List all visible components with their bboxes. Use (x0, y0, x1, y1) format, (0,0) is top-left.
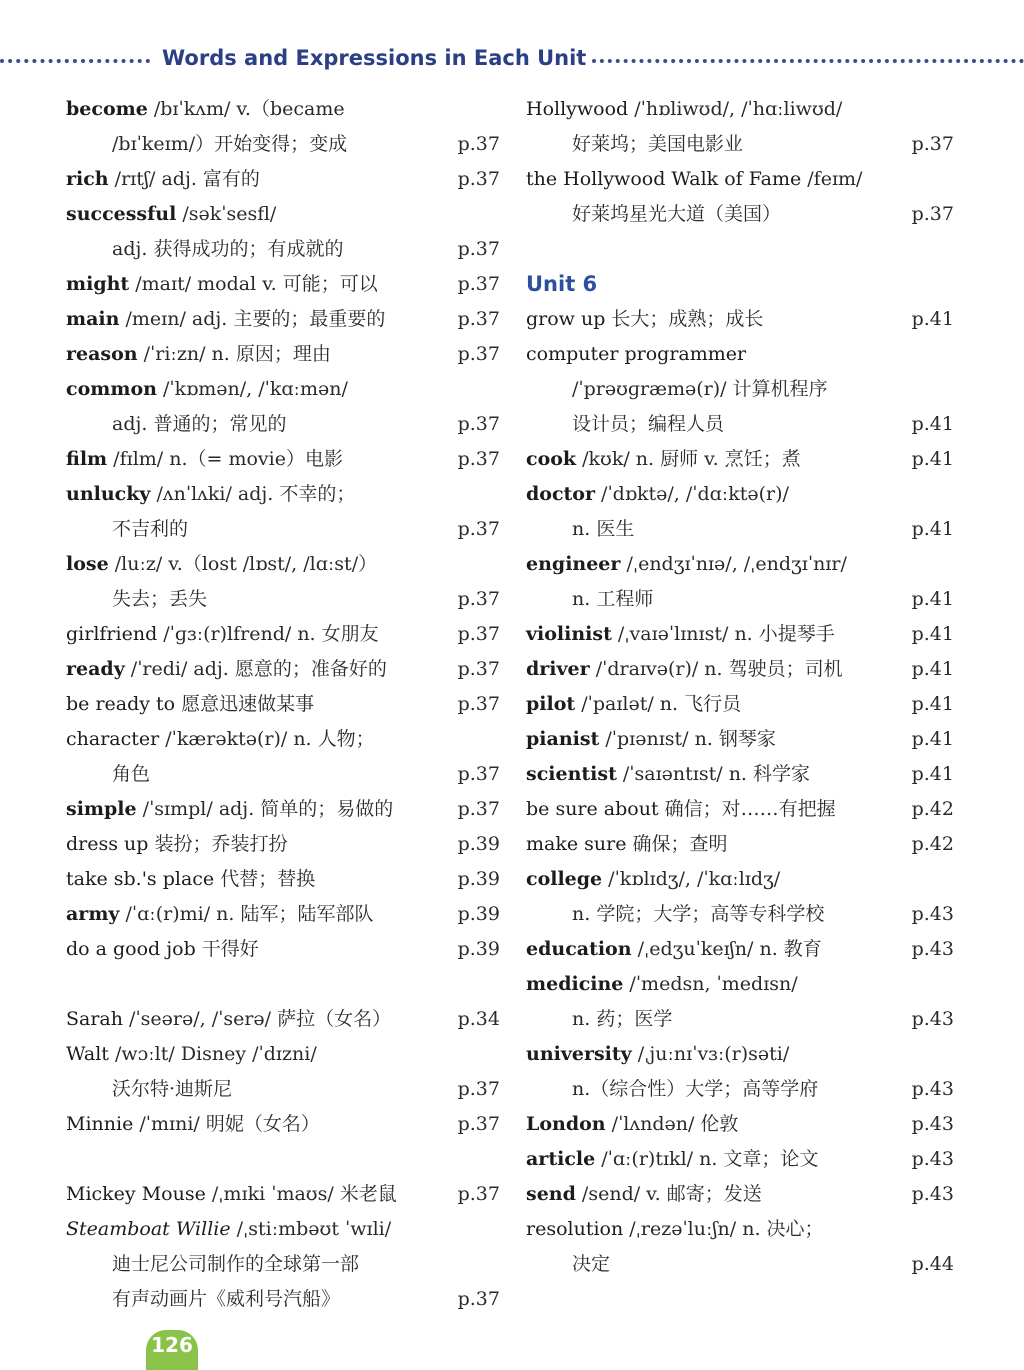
page-reference: p.43 (911, 1148, 954, 1170)
page-reference: p.41 (911, 728, 954, 750)
page-reference: p.43 (911, 1078, 954, 1100)
definition: /wɔːlt/ Disney /ˈdɪzni/ (108, 1043, 317, 1065)
page-reference: p.43 (911, 1183, 954, 1205)
headword: girlfriend (66, 623, 158, 645)
vocab-entry (66, 1212, 500, 1247)
headword: article (526, 1148, 596, 1170)
headword: computer programmer (526, 343, 747, 365)
vocab-entry (66, 897, 500, 932)
headword: violinist (526, 623, 612, 645)
definition: /rɪtʃ/ adj. 富有的 (108, 168, 260, 190)
vocab-entry (66, 1177, 500, 1212)
page-reference: p.43 (911, 903, 954, 925)
definition: 沃尔特·迪斯尼 (112, 1078, 233, 1100)
definition: /ˌedʒuˈkeɪʃn/ n. 教育 (631, 938, 822, 960)
section-header (0, 40, 1024, 80)
headword: unlucky (66, 483, 151, 505)
definition: /ˈkɒmən/, /ˈkɑːmən/ (156, 378, 348, 400)
page-reference: p.37 (457, 308, 500, 330)
page-reference: p.37 (457, 238, 500, 260)
definition: /səkˈsesfl/ (176, 203, 277, 225)
definition: /ʌnˈlʌki/ adj. 不幸的； (150, 483, 356, 505)
page-reference: p.37 (457, 798, 500, 820)
page-reference: p.37 (457, 168, 500, 190)
definition: /ˈkærəktə(r)/ n. 人物； (159, 728, 375, 750)
page-reference: p.37 (457, 623, 500, 645)
headword: be sure about (526, 798, 659, 820)
vocab-entry (526, 967, 954, 1002)
definition: /ˌrezəˈluːʃn/ n. 决心； (623, 1218, 824, 1240)
vocab-entry (526, 1142, 954, 1177)
definition: /ˌjuːnɪˈvɜː(r)səti/ (631, 1043, 790, 1065)
headword: university (526, 1043, 632, 1065)
page-reference: p.37 (457, 133, 500, 155)
definition: /ˈredi/ adj. 愿意的；准备好的 (124, 658, 387, 680)
page-reference: p.41 (911, 413, 954, 435)
headword: take sb.'s place (66, 868, 215, 890)
page-reference: p.39 (457, 938, 500, 960)
vocab-entry (526, 1037, 954, 1072)
page-reference: p.37 (457, 518, 500, 540)
headword: be ready to (66, 693, 176, 715)
vocab-entry (526, 337, 954, 372)
vocab-entry (66, 617, 500, 652)
headword: medicine (526, 973, 624, 995)
definition: /maɪt/ modal v. 可能；可以 (129, 273, 378, 295)
definition: /ˈhɒliwʊd/, /ˈhɑːliwʊd/ (628, 98, 843, 120)
definition: /ˈprəʊɡræmə(r)/ 计算机程序 (572, 378, 828, 400)
vocab-entry (66, 302, 500, 337)
vocab-entry (526, 617, 954, 652)
headword: become (66, 98, 148, 120)
page-reference: p.34 (457, 1008, 500, 1030)
definition: 确信；对……有把握 (658, 798, 836, 820)
spacer (66, 1142, 500, 1177)
page-reference: p.41 (911, 763, 954, 785)
vocab-entry (66, 267, 500, 302)
definition: 好莱坞；美国电影业 (572, 133, 744, 155)
definition: /fɪlm/ n.（= movie）电影 (107, 448, 343, 470)
definition: 不吉利的 (112, 518, 189, 540)
vocab-entry (66, 792, 500, 827)
headword: reason (66, 343, 138, 365)
headword: simple (66, 798, 137, 820)
entry-continuation (66, 1247, 500, 1282)
page-reference: p.39 (457, 868, 500, 890)
definition: n. 工程师 (572, 588, 654, 610)
vocab-entry (526, 722, 954, 757)
headword: lose (66, 553, 109, 575)
entry-continuation (526, 372, 954, 407)
page-reference: p.37 (457, 588, 500, 610)
definition: /bɪˈkeɪm/）开始变得；变成 (112, 133, 348, 155)
page-reference: p.37 (457, 1183, 500, 1205)
headword: ready (66, 658, 125, 680)
definition: /ˈlʌndən/ 伦敦 (605, 1113, 739, 1135)
vocab-entry (526, 827, 954, 862)
headword: successful (66, 203, 177, 225)
spacer (66, 967, 500, 1002)
definition: /ˈpaɪlət/ n. 飞行员 (575, 693, 742, 715)
page-reference: p.43 (911, 1008, 954, 1030)
spacer (526, 232, 954, 267)
vocab-entry (66, 722, 500, 757)
entry-continuation (526, 897, 954, 932)
headword: character (66, 728, 160, 750)
definition: /ˈsɪmpl/ adj. 简单的；易做的 (136, 798, 394, 820)
entry-continuation (66, 512, 500, 547)
entry-continuation (66, 582, 500, 617)
entry-continuation (526, 1072, 954, 1107)
entry-continuation (66, 1282, 500, 1317)
definition: 失去；丢失 (112, 588, 208, 610)
definition: /ˈmedsn, ˈmedɪsn/ (623, 973, 798, 995)
headword: college (526, 868, 603, 890)
definition: 有声动画片《威利号汽船》 (112, 1288, 341, 1310)
vocab-entry (526, 547, 954, 582)
page-reference: p.37 (457, 343, 500, 365)
headword: Mickey Mouse (66, 1183, 206, 1205)
headword: film (66, 448, 108, 470)
definition: /ˈɑː(r)tɪkl/ n. 文章；论文 (595, 1148, 819, 1170)
page-reference: p.37 (457, 1288, 500, 1310)
page-reference: p.43 (911, 1113, 954, 1135)
entry-continuation (526, 582, 954, 617)
definition: /ˈmɪni/ 明妮（女名） (133, 1113, 320, 1135)
definition: n. 医生 (572, 518, 635, 540)
headword: army (66, 903, 120, 925)
definition: /kʊk/ n. 厨师 v. 烹饪；煮 (576, 448, 801, 470)
vocab-entry (526, 932, 954, 967)
page-reference: p.41 (911, 658, 954, 680)
vocab-entry (66, 1037, 500, 1072)
headword: main (66, 308, 120, 330)
page-reference: p.37 (911, 203, 954, 225)
vocab-entry (66, 1107, 500, 1142)
entry-continuation (526, 512, 954, 547)
definition: /ˈkɒlɪdʒ/, /ˈkɑːlɪdʒ/ (602, 868, 781, 890)
page-reference: p.43 (911, 938, 954, 960)
definition: /ˈdraɪvə(r)/ n. 驾驶员；司机 (589, 658, 843, 680)
headword: might (66, 273, 130, 295)
entry-continuation (526, 197, 954, 232)
definition: /ˈriːzn/ n. 原因；理由 (137, 343, 331, 365)
definition: n.（综合性）大学；高等学府 (572, 1078, 819, 1100)
vocab-entry (66, 372, 500, 407)
vocab-entry (526, 757, 954, 792)
entry-continuation (66, 757, 500, 792)
entry-continuation (526, 127, 954, 162)
entry-continuation (526, 1247, 954, 1282)
headword: do a good job (66, 938, 196, 960)
headword: Hollywood (526, 98, 629, 120)
page-reference: p.37 (457, 1113, 500, 1135)
headword: Sarah (66, 1008, 123, 1030)
vocab-entry (66, 197, 500, 232)
definition: /feɪm/ (801, 168, 863, 190)
page-reference: p.41 (911, 518, 954, 540)
vocab-entry (526, 1177, 954, 1212)
definition: /luːz/ v.（lost /lɒst/, /lɑːst/） (108, 553, 378, 575)
vocab-entry (526, 862, 954, 897)
headword: Walt (66, 1043, 109, 1065)
vocab-entry (66, 1002, 500, 1037)
vocab-entry (526, 1212, 954, 1247)
vocab-entry (66, 92, 500, 127)
definition: /ˈpɪənɪst/ n. 钢琴家 (599, 728, 776, 750)
vocab-entry (66, 442, 500, 477)
page-reference: p.37 (911, 133, 954, 155)
headword: send (526, 1183, 576, 1205)
headword: doctor (526, 483, 595, 505)
definition: /ˈdɒktə/, /ˈdɑːktə(r)/ (595, 483, 789, 505)
headword: rich (66, 168, 109, 190)
vocab-entry (526, 302, 954, 337)
page-reference: p.42 (911, 798, 954, 820)
definition: 迪士尼公司制作的全球第一部 (112, 1253, 360, 1275)
headword: London (526, 1113, 606, 1135)
vocab-entry (526, 477, 954, 512)
vocab-entry (526, 687, 954, 722)
page-reference: p.39 (457, 903, 500, 925)
page-reference: p.37 (457, 693, 500, 715)
definition: 长大；成熟；成长 (605, 308, 764, 330)
page-reference: p.37 (457, 763, 500, 785)
headword: grow up (526, 308, 606, 330)
definition: /ˈɑː(r)mi/ n. 陆军；陆军部队 (119, 903, 374, 925)
vocab-entry (66, 162, 500, 197)
page-reference: p.39 (457, 833, 500, 855)
headword: cook (526, 448, 577, 470)
vocab-entry (526, 1107, 954, 1142)
page-reference: p.42 (911, 833, 954, 855)
right-column (526, 92, 954, 1282)
definition: n. 学院；大学；高等专科学校 (572, 903, 825, 925)
definition: n. 药；医学 (572, 1008, 673, 1030)
definition: 代替；替换 (214, 868, 316, 890)
page-reference: p.41 (911, 693, 954, 715)
vocab-entry (526, 162, 954, 197)
headword: dress up (66, 833, 149, 855)
definition: adj. 普通的；常见的 (112, 413, 287, 435)
definition: 装扮；乔装打扮 (148, 833, 288, 855)
definition: /send/ v. 邮寄；发送 (575, 1183, 762, 1205)
definition: /ˌendʒɪˈnɪə/, /ˌendʒɪˈnɪr/ (620, 553, 847, 575)
vocab-entry (66, 687, 500, 722)
section-title: Words and Expressions in Each Unit (162, 46, 587, 70)
page-reference: p.41 (911, 448, 954, 470)
page-reference: p.37 (457, 273, 500, 295)
entry-continuation (66, 1072, 500, 1107)
headword: scientist (526, 763, 617, 785)
definition: 决定 (572, 1253, 611, 1275)
page-reference: p.37 (457, 448, 500, 470)
vocab-entry (66, 337, 500, 372)
page-reference: p.41 (911, 308, 954, 330)
vocab-entry (526, 92, 954, 127)
definition: adj. 获得成功的；有成就的 (112, 238, 344, 260)
definition: /meɪn/ adj. 主要的；最重要的 (119, 308, 386, 330)
left-column (66, 92, 500, 1317)
vocab-entry (66, 932, 500, 967)
page-reference: p.44 (911, 1253, 954, 1275)
definition: /ˌvaɪəˈlɪnɪst/ n. 小提琴手 (611, 623, 835, 645)
definition: /ˌstiːmbəʊt ˈwɪli/ (230, 1218, 392, 1240)
headword: the Hollywood Walk of Fame (526, 168, 802, 190)
vocab-entry (526, 792, 954, 827)
definition: 角色 (112, 763, 151, 785)
definition: /ˌmɪki ˈmaʊs/ 米老鼠 (205, 1183, 397, 1205)
vocab-entry (526, 442, 954, 477)
definition: /ˈɡɜː(r)lfrend/ n. 女朋友 (157, 623, 379, 645)
entry-continuation (526, 407, 954, 442)
vocab-entry (526, 652, 954, 687)
page-reference: p.37 (457, 413, 500, 435)
page-reference: p.37 (457, 1078, 500, 1100)
entry-continuation (66, 127, 500, 162)
page-reference: p.41 (911, 588, 954, 610)
headword: resolution (526, 1218, 624, 1240)
headword: Steamboat Willie (66, 1218, 231, 1240)
unit-heading: Unit 6 (526, 272, 598, 296)
vocab-entry (66, 862, 500, 897)
headword: pianist (526, 728, 600, 750)
definition: 设计员；编程人员 (572, 413, 725, 435)
vocab-entry (66, 477, 500, 512)
headword: education (526, 938, 632, 960)
headword: make sure (526, 833, 627, 855)
vocab-entry (66, 827, 500, 862)
page-number: 126 (146, 1330, 198, 1370)
headword: Minnie (66, 1113, 134, 1135)
entry-continuation (66, 407, 500, 442)
page-reference: p.41 (911, 623, 954, 645)
headword: pilot (526, 693, 576, 715)
vocab-entry (66, 652, 500, 687)
definition: /ˈseərə/, /ˈserə/ 萨拉（女名） (123, 1008, 392, 1030)
definition: /ˈsaɪəntɪst/ n. 科学家 (616, 763, 811, 785)
entry-continuation (526, 1002, 954, 1037)
definition: /bɪˈkʌm/ v.（became (147, 98, 345, 120)
headword: driver (526, 658, 590, 680)
page-reference: p.37 (457, 658, 500, 680)
definition: 确保；查明 (626, 833, 728, 855)
headword: common (66, 378, 157, 400)
definition: 愿意迅速做某事 (175, 693, 315, 715)
headword: engineer (526, 553, 621, 575)
vocab-entry (66, 547, 500, 582)
definition: 干得好 (195, 938, 259, 960)
definition: 好莱坞星光大道（美国） (572, 203, 782, 225)
entry-continuation (66, 232, 500, 267)
